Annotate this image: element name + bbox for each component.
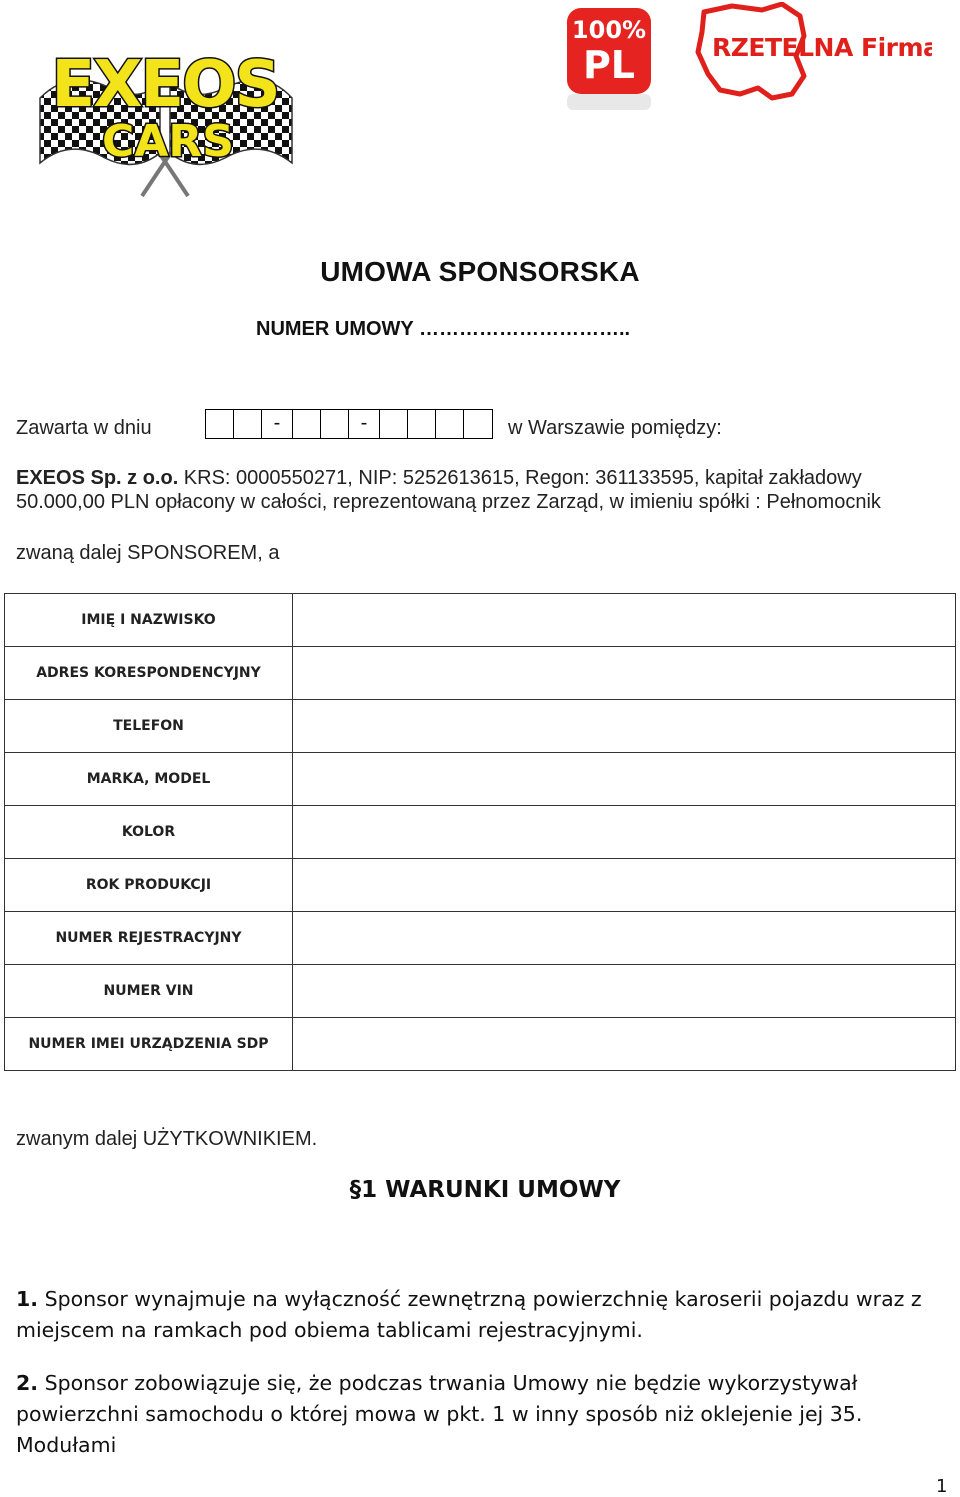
section-heading: §1 WARUNKI UMOWY (349, 1177, 621, 1203)
page-title: UMOWA SPONSORSKA (320, 256, 640, 287)
rzetelna-firma-logo (692, 2, 932, 106)
exeos-cars-logo (30, 28, 300, 198)
date-digit-box[interactable] (408, 410, 436, 438)
field-label-vin: NUMER VIN (5, 965, 293, 1018)
user-called: zwanym dalej UŻYTKOWNIKIEM. (16, 1128, 318, 1150)
field-input-make-model[interactable] (293, 753, 956, 806)
table-row (5, 1018, 956, 1071)
logo-100-percent-text: 100% (571, 16, 647, 44)
place-text: w Warszawie pomiędzy: (508, 417, 722, 439)
page-number: 1 (936, 1476, 948, 1497)
sponsor-details-line1 (16, 467, 862, 490)
table-row (5, 700, 956, 753)
field-label-color: KOLOR (5, 806, 293, 859)
date-digit-box[interactable] (234, 410, 262, 438)
table-row (5, 753, 956, 806)
field-input-color[interactable] (293, 806, 956, 859)
date-separator: - (262, 410, 293, 438)
logo-exeos-text: EXEOS (51, 48, 279, 122)
logo-rzetelna-text: RZETELNA Firma (712, 33, 932, 62)
date-digit-box[interactable] (293, 410, 321, 438)
field-input-vin[interactable] (293, 965, 956, 1018)
logo-pl-text: PL (582, 43, 636, 87)
sponsor-called: zwaną dalej SPONSOREM, a (16, 542, 280, 564)
sponsor-details-line2: 50.000,00 PLN opłacony w całości, reprezentowaną przez Zarząd, w imieniu spółki : Pełnomocnik (16, 491, 881, 513)
table-row (5, 912, 956, 965)
date-digit-box[interactable] (206, 410, 234, 438)
clause-text: Sponsor zobowiązuje się, że podczas trwania Umowy nie będzie wykorzystywał powierzchni samochodu o której mowa w pkt. 1 w inny sposób niż oklejenie jej 35. Modułami (16, 1371, 863, 1457)
clause-2 (16, 1368, 956, 1461)
field-label-address: ADRES KORESPONDENCYJNY (5, 647, 293, 700)
sponsor-name: EXEOS Sp. z o.o. (16, 467, 179, 489)
clause-number: 1. (16, 1287, 39, 1311)
field-input-imei[interactable] (293, 1018, 956, 1071)
field-label-make-model: MARKA, MODEL (5, 753, 293, 806)
field-input-address[interactable] (293, 647, 956, 700)
field-input-phone[interactable] (293, 700, 956, 753)
field-label-phone: TELEFON (5, 700, 293, 753)
field-label-production-year: ROK PRODUKCJI (5, 859, 293, 912)
sponsor-registry: KRS: 0000550271, NIP: 5252613615, Regon: 361133595, kapitał zakładowy (178, 467, 862, 489)
table-row (5, 594, 956, 647)
date-digit-box[interactable] (436, 410, 464, 438)
table-row (5, 859, 956, 912)
field-input-name[interactable] (293, 594, 956, 647)
field-input-production-year[interactable] (293, 859, 956, 912)
table-row (5, 806, 956, 859)
contract-number: NUMER UMOWY ………………………….. (256, 318, 631, 340)
field-label-name: IMIĘ I NAZWISKO (5, 594, 293, 647)
date-digit-box[interactable] (380, 410, 408, 438)
table-row (5, 965, 956, 1018)
100-percent-pl-logo (563, 6, 655, 114)
field-input-registration[interactable] (293, 912, 956, 965)
date-boxes[interactable] (205, 409, 493, 439)
date-separator: - (349, 410, 380, 438)
date-digit-box[interactable] (321, 410, 349, 438)
clause-1 (16, 1284, 956, 1346)
concluded-on-label: Zawarta w dniu (16, 417, 152, 439)
clause-text: Sponsor wynajmuje na wyłączność zewnętrzną powierzchnię karoserii pojazdu wraz z miejscem na ramkach pod obiema tablicami rejestracyjnymi. (16, 1287, 922, 1342)
table-row (5, 647, 956, 700)
logo-cars-text: CARS (102, 116, 234, 167)
clause-number: 2. (16, 1371, 39, 1395)
field-label-registration: NUMER REJESTRACYJNY (5, 912, 293, 965)
field-label-imei: NUMER IMEI URZĄDZENIA SDP (5, 1018, 293, 1071)
date-digit-box[interactable] (464, 410, 492, 438)
user-data-table (4, 593, 956, 1071)
